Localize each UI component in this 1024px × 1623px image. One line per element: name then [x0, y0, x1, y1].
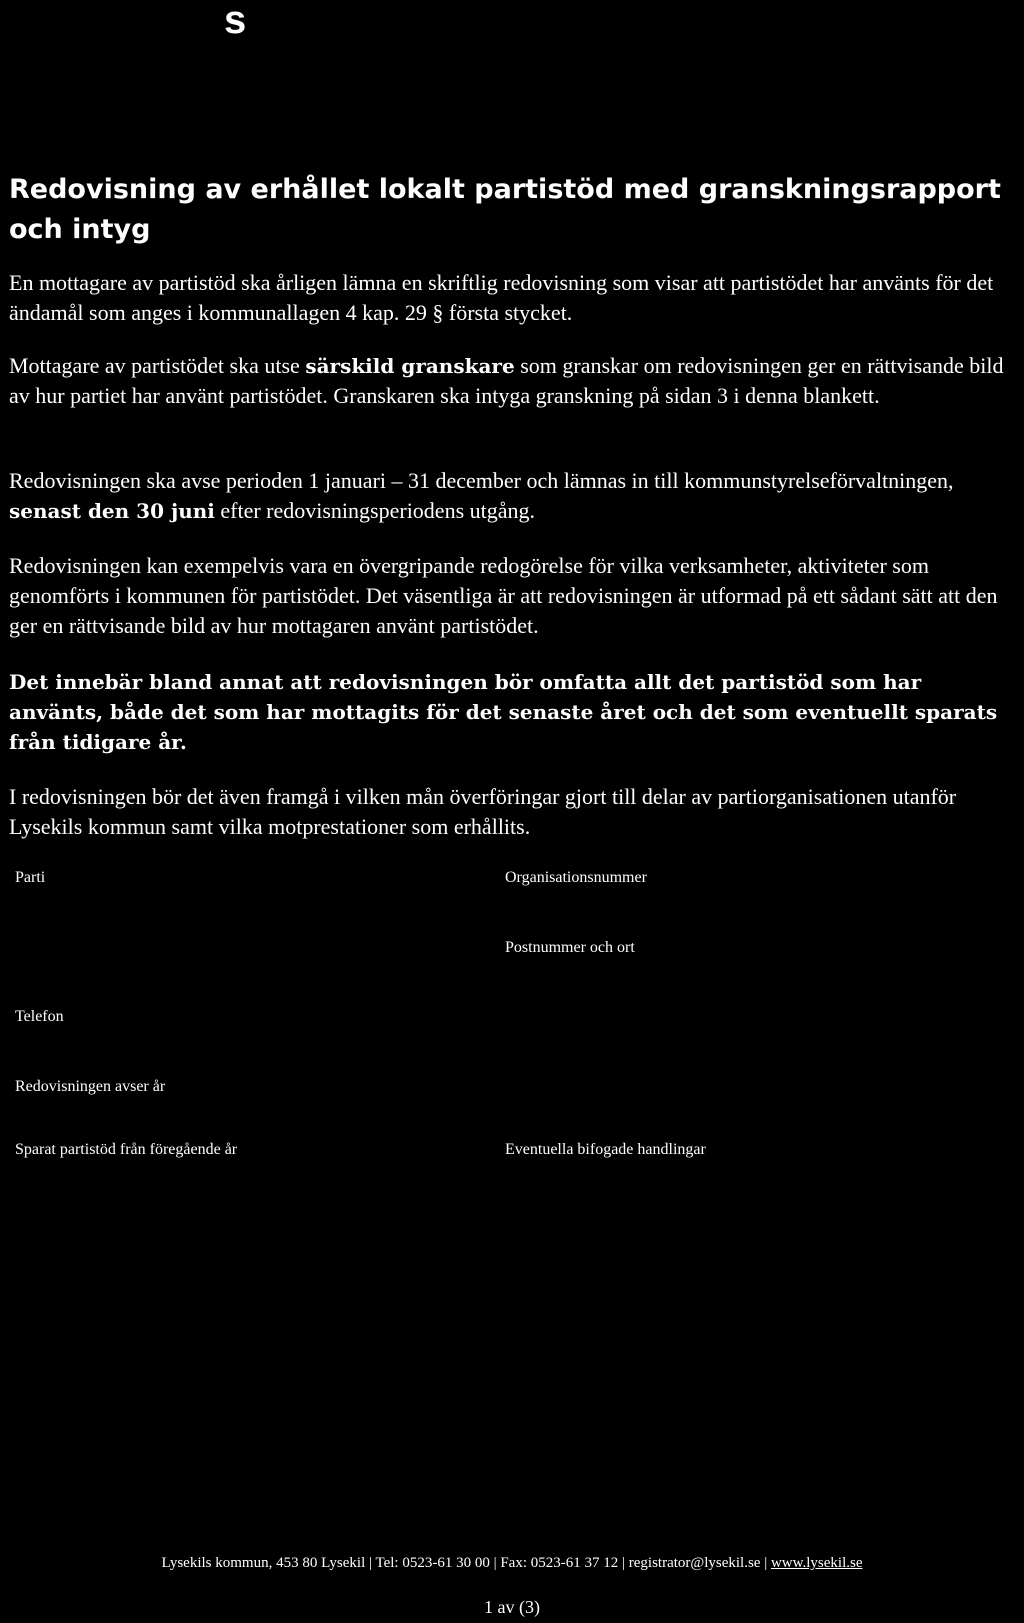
paragraph-period-text-a: Redovisningen ska avse perioden 1 januari – 31 december och lämnas in till kommunstyrelseförvaltningen, — [9, 468, 954, 493]
municipality-logo-mark: s — [224, 0, 247, 42]
field-label-bifogade: Eventuella bifogade handlingar — [505, 1141, 706, 1158]
footer-address: Lysekils kommun, 453 80 Lysekil | Tel: 0523-61 30 00 | Fax: 0523-61 37 12 | registrator@lysekil.se | — [161, 1555, 771, 1571]
field-label-telefon: Telefon — [15, 1008, 64, 1025]
paragraph-period-text-b: efter redovisningsperiodens utgång. — [214, 498, 536, 523]
field-label-postnummer: Postnummer och ort — [505, 939, 635, 956]
field-label-sparat: Sparat partistöd från föregående år — [15, 1141, 238, 1158]
paragraph-granskare-text-a: Mottagare av partistödet ska utse — [9, 353, 306, 378]
paragraph-transfers: I redovisningen bör det även framgå i vilken mån överföringar gjort till delar av partiorganisationen utanför Lysekils kommun samt vilka motprestationer som erhållits. — [9, 784, 957, 839]
paragraph-example: Redovisningen kan exempelvis vara en övergripande redogörelse för vilka verksamheter, aktiviteter som genomförts i kommunen för partistödet. Det väsentliga är att redovisningen är utformad på ett sådant sätt att den ger en rättvisande bild av hur mottagaren använt partistödet. — [9, 553, 998, 638]
paragraph-granskare — [9, 351, 1014, 411]
footer-contact — [0, 1555, 1024, 1572]
paragraph-granskare-text-b: som granskar om redovisningen ger en rättvisande bild av hur partiet har använt partistödet. Granskaren ska intyga granskning på sidan 3 i denna blankett. — [9, 353, 1004, 408]
paragraph-granskare-bold: särskild granskare — [305, 354, 515, 378]
field-label-parti: Parti — [15, 869, 46, 886]
field-label-organisationsnummer: Organisationsnummer — [505, 869, 647, 886]
page-number: 1 av (3) — [484, 1597, 540, 1617]
paragraph-scope-bold: Det innebär bland annat att redovisningen bör omfatta allt det partistöd som har använts, både det som har mottagits för det senaste året och det som eventuellt sparats från tidigare år. — [9, 670, 998, 754]
footer-website-link[interactable]: www.lysekil.se — [770, 1555, 863, 1571]
document-title: Redovisning av erhållet lokalt partistöd med granskningsrapport och intyg — [9, 174, 1001, 245]
paragraph-period-bold: senast den 30 juni — [9, 499, 215, 523]
paragraph-intro: En mottagare av partistöd ska årligen lämna en skriftlig redovisning som visar att partistödet har använts för det ändamål som anges i kommunallagen 4 kap. 29 § första stycket. — [9, 270, 994, 325]
paragraph-period — [9, 466, 1014, 526]
field-label-redovisningsar: Redovisningen avser år — [15, 1078, 166, 1095]
